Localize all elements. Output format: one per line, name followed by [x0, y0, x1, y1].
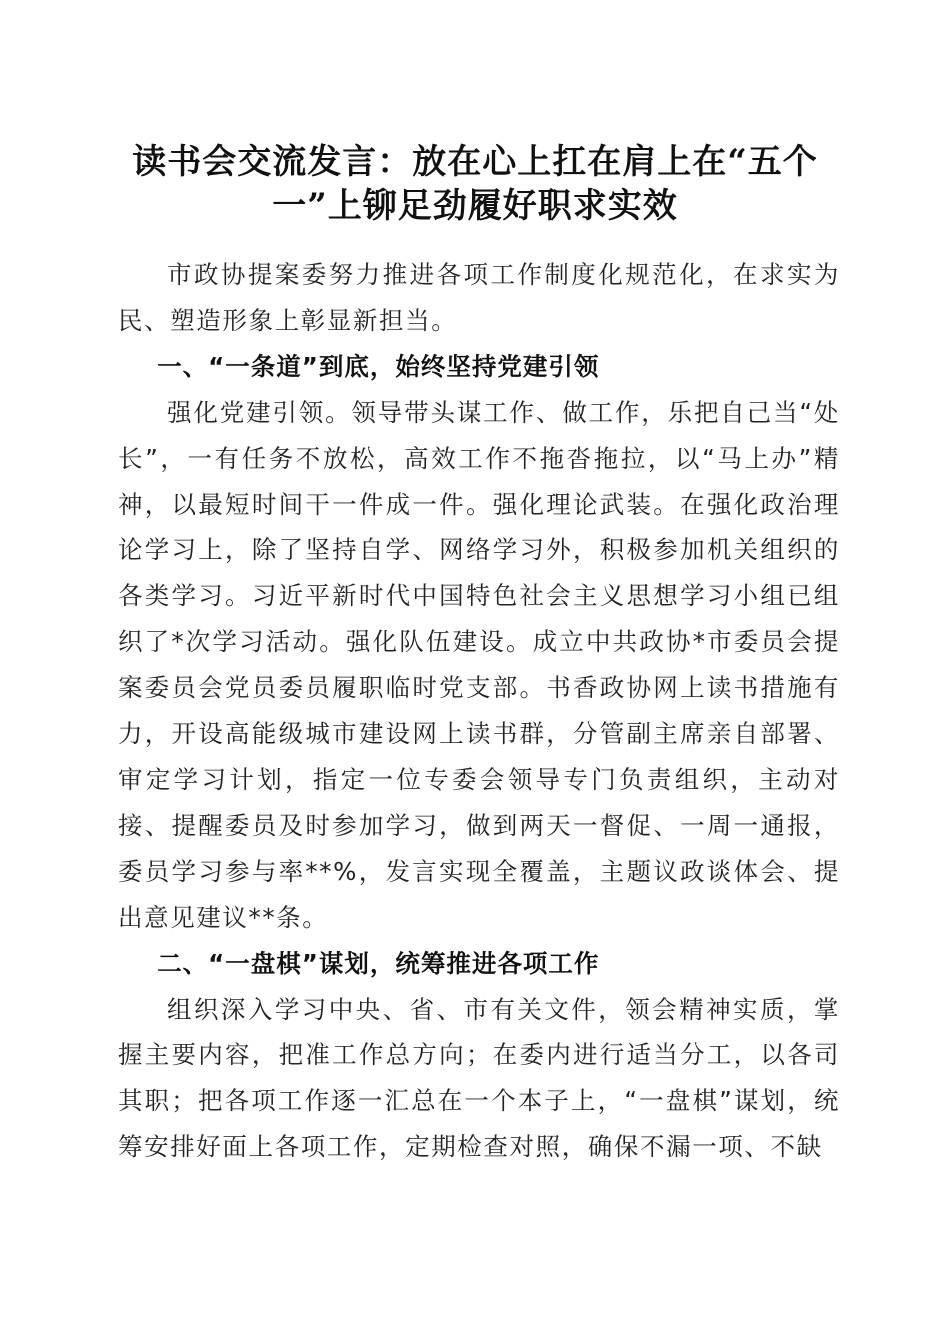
section-1-paragraph: 强化党建引领。领导带头谋工作、做工作，乐把自己当“处长”，一有任务不放松，高效工作不拖沓拖拉，以“马上办”精神，以最短时间干一件成一件。强化理论武装。在强化政治理论学习上，除了坚持自学、网络学习外，积极参加机关组织的各类学习。习近平新时代中国特色社会主义思想学习小组已组织了*次学习活动。强化队伍建设。成立中共政协*市委员会提案委员会党员委员履职临时党支部。书香政协网上读书措施有力，开设高能级城市建设网上读书群，分管副主席亲自部署、审定学习计划，指定一位专委会领导专门负责组织，主动对接、提醒委员及时参加学习，做到两天一督促、一周一通报，委员学习参与率**%，发言实现全覆盖，主题议政谈体会、提出意见建议**条。 — [118, 397, 840, 932]
section-2-heading: 二、“一盘棋”谋划，统筹推进各项工作 — [157, 948, 600, 978]
document-title-line-1: 读书会交流发言：放在心上扛在肩上在“五个 — [132, 142, 818, 182]
document-title-line-2: 一”上铆足劲履好职求实效 — [272, 186, 678, 226]
section-2-paragraph: 组织深入学习中央、省、市有关文件，领会精神实质，掌握主要内容，把准工作总方向；在委内进行适当分工，以各司其职；把各项工作逐一汇总在一个本子上，“一盘棋”谋划，统筹安排好面上各项工作，定期检查对照，确保不漏一项、不缺 — [118, 994, 840, 1162]
document-body — [118, 252, 840, 1170]
section-1-heading: 一、“一条道”到底，始终坚持党建引领 — [157, 351, 600, 381]
intro-paragraph: 市政协提案委努力推进各项工作制度化规范化，在求实为民、塑造形象上彰显新担当。 — [118, 260, 840, 335]
